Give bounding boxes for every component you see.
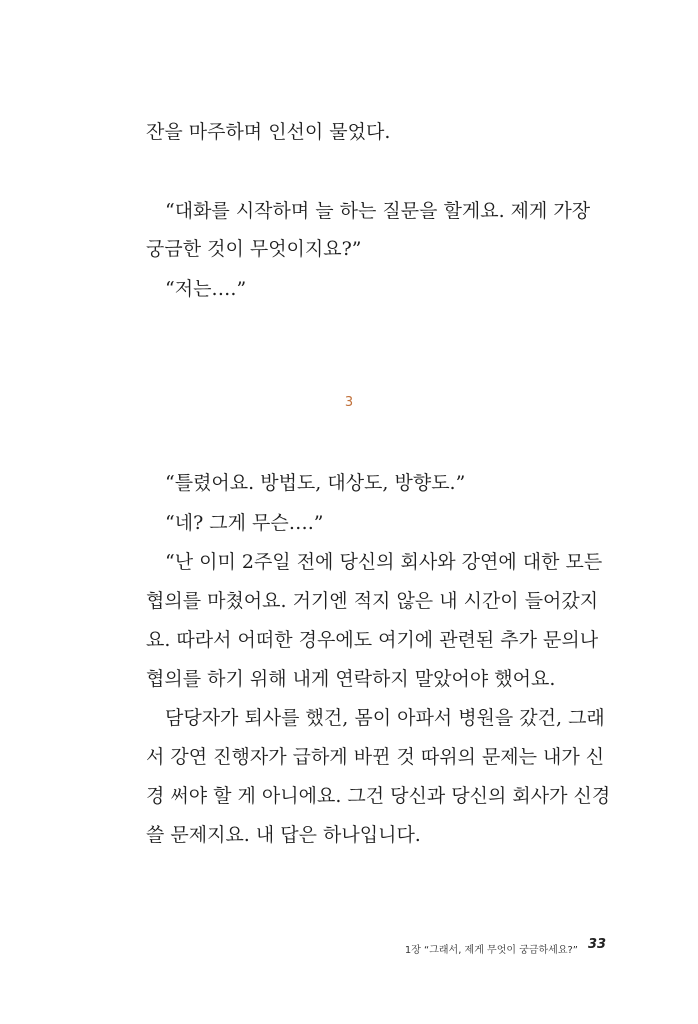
body-line: 협의를 마쳤어요. 거기엔 적지 않은 내 시간이 들어갔지	[146, 590, 599, 612]
body-line: 쓸 문제지요. 내 답은 하나입니다.	[146, 824, 421, 846]
body-line: 잔을 마주하며 인선이 물었다.	[146, 121, 391, 143]
page-number: 33	[588, 937, 607, 952]
running-head: 1장 “그래서, 제게 무엇이 궁금하세요?”	[404, 945, 578, 956]
body-line: “틀렸어요. 방법도, 대상도, 방향도.”	[165, 472, 466, 494]
body-line: 서 강연 진행자가 급하게 바뀐 것 따위의 문제는 내가 신	[146, 746, 605, 768]
body-line: 요. 따라서 어떠한 경우에도 여기에 관련된 추가 문의나	[146, 629, 599, 651]
body-line: 경 써야 할 게 아니에요. 그건 당신과 당신의 회사가 신경	[146, 785, 611, 807]
section-number: 3	[344, 395, 354, 410]
body-line: “난 이미 2주일 전에 당신의 회사와 강연에 대한 모든	[165, 551, 603, 573]
body-line: 담당자가 퇴사를 했건, 몸이 아파서 병원을 갔건, 그래	[165, 707, 605, 729]
body-line: “저는….”	[165, 278, 247, 300]
body-line: “네? 그게 무슨….”	[165, 512, 324, 534]
body-line: 협의를 하기 위해 내게 연락하지 말았어야 했어요.	[146, 668, 556, 690]
body-line: “대화를 시작하며 늘 하는 질문을 할게요. 제게 가장	[165, 200, 591, 222]
body-line: 궁금한 것이 무엇이지요?”	[146, 238, 362, 260]
